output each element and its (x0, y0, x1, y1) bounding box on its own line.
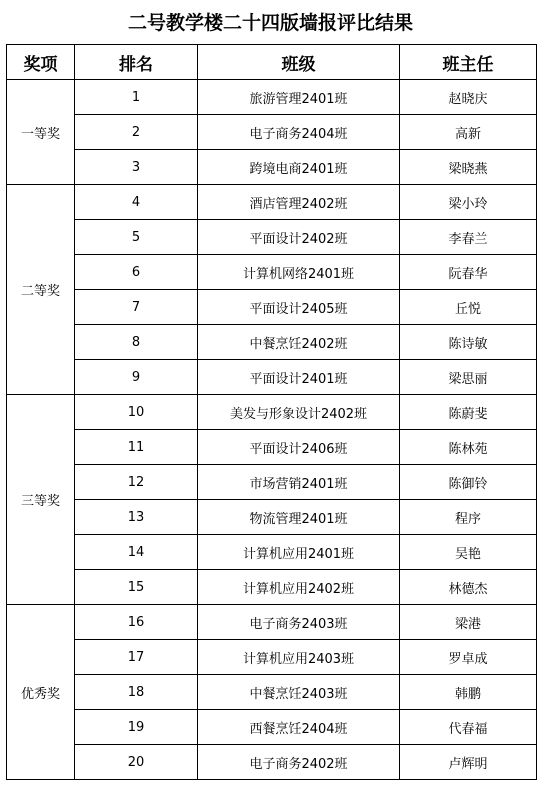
rank-cell: 9 (75, 360, 198, 395)
rank-cell: 14 (75, 535, 198, 570)
class-cell: 计算机应用2401班 (198, 535, 400, 570)
class-cell: 平面设计2406班 (198, 430, 400, 465)
award-cell: 二等奖 (7, 185, 75, 395)
table-row (7, 605, 537, 640)
class-cell: 计算机网络2401班 (198, 255, 400, 290)
class-cell: 物流管理2401班 (198, 500, 400, 535)
table-row (7, 150, 537, 185)
teacher-cell: 程序 (400, 500, 537, 535)
class-cell: 中餐烹饪2403班 (198, 675, 400, 710)
teacher-cell: 吴艳 (400, 535, 537, 570)
teacher-cell: 梁思丽 (400, 360, 537, 395)
table-body (7, 80, 537, 780)
rank-cell: 19 (75, 710, 198, 745)
rank-cell: 10 (75, 395, 198, 430)
table-row (7, 395, 537, 430)
header-rank: 排名 (75, 45, 198, 80)
header-award: 奖项 (7, 45, 75, 80)
rank-cell: 20 (75, 745, 198, 780)
table-row (7, 465, 537, 500)
page-title: 二号教学楼二十四版墙报评比结果 (127, 12, 413, 34)
rank-cell: 18 (75, 675, 198, 710)
class-cell: 平面设计2402班 (198, 220, 400, 255)
rank-cell: 13 (75, 500, 198, 535)
teacher-cell: 罗卓成 (400, 640, 537, 675)
rank-cell: 5 (75, 220, 198, 255)
class-cell: 西餐烹饪2404班 (198, 710, 400, 745)
table-row (7, 675, 537, 710)
teacher-cell: 李春兰 (400, 220, 537, 255)
teacher-cell: 林德杰 (400, 570, 537, 605)
class-cell: 中餐烹饪2402班 (198, 325, 400, 360)
table-header (7, 45, 537, 80)
header-class: 班级 (198, 45, 400, 80)
table-row (7, 325, 537, 360)
class-cell: 市场营销2401班 (198, 465, 400, 500)
class-cell: 计算机应用2403班 (198, 640, 400, 675)
class-cell: 电子商务2402班 (198, 745, 400, 780)
teacher-cell: 陈诗敏 (400, 325, 537, 360)
teacher-cell: 梁港 (400, 605, 537, 640)
award-cell: 一等奖 (7, 80, 75, 185)
table-row (7, 640, 537, 675)
table-row (7, 360, 537, 395)
class-cell: 计算机应用2402班 (198, 570, 400, 605)
teacher-cell: 赵晓庆 (400, 80, 537, 115)
table-row (7, 255, 537, 290)
class-cell: 酒店管理2402班 (198, 185, 400, 220)
teacher-cell: 阮春华 (400, 255, 537, 290)
table-row (7, 710, 537, 745)
rank-cell: 6 (75, 255, 198, 290)
award-cell: 三等奖 (7, 395, 75, 605)
table-row (7, 290, 537, 325)
rank-cell: 16 (75, 605, 198, 640)
teacher-cell: 韩鹏 (400, 675, 537, 710)
class-cell: 电子商务2403班 (198, 605, 400, 640)
table-row (7, 535, 537, 570)
class-cell: 平面设计2401班 (198, 360, 400, 395)
rank-cell: 17 (75, 640, 198, 675)
teacher-cell: 丘悦 (400, 290, 537, 325)
teacher-cell: 卢辉明 (400, 745, 537, 780)
rank-cell: 7 (75, 290, 198, 325)
teacher-cell: 陈蔚斐 (400, 395, 537, 430)
rank-cell: 8 (75, 325, 198, 360)
teacher-cell: 梁小玲 (400, 185, 537, 220)
table-row (7, 430, 537, 465)
rank-cell: 12 (75, 465, 198, 500)
rank-cell: 1 (75, 80, 198, 115)
header-teacher: 班主任 (400, 45, 537, 80)
rank-cell: 15 (75, 570, 198, 605)
table-row (7, 570, 537, 605)
class-cell: 平面设计2405班 (198, 290, 400, 325)
table-row (7, 745, 537, 780)
class-cell: 美发与形象设计2402班 (198, 395, 400, 430)
teacher-cell: 高新 (400, 115, 537, 150)
rank-cell: 3 (75, 150, 198, 185)
award-cell: 优秀奖 (7, 605, 75, 780)
rank-cell: 2 (75, 115, 198, 150)
teacher-cell: 陈林苑 (400, 430, 537, 465)
class-cell: 旅游管理2401班 (198, 80, 400, 115)
teacher-cell: 梁晓燕 (400, 150, 537, 185)
class-cell: 跨境电商2401班 (198, 150, 400, 185)
table-row (7, 80, 537, 115)
table-row (7, 115, 537, 150)
table-row (7, 220, 537, 255)
rank-cell: 4 (75, 185, 198, 220)
class-cell: 电子商务2404班 (198, 115, 400, 150)
teacher-cell: 代春福 (400, 710, 537, 745)
teacher-cell: 陈御铃 (400, 465, 537, 500)
header-row (7, 45, 537, 80)
table-row (7, 500, 537, 535)
table-row (7, 185, 537, 220)
rank-cell: 11 (75, 430, 198, 465)
results-table (6, 44, 537, 780)
